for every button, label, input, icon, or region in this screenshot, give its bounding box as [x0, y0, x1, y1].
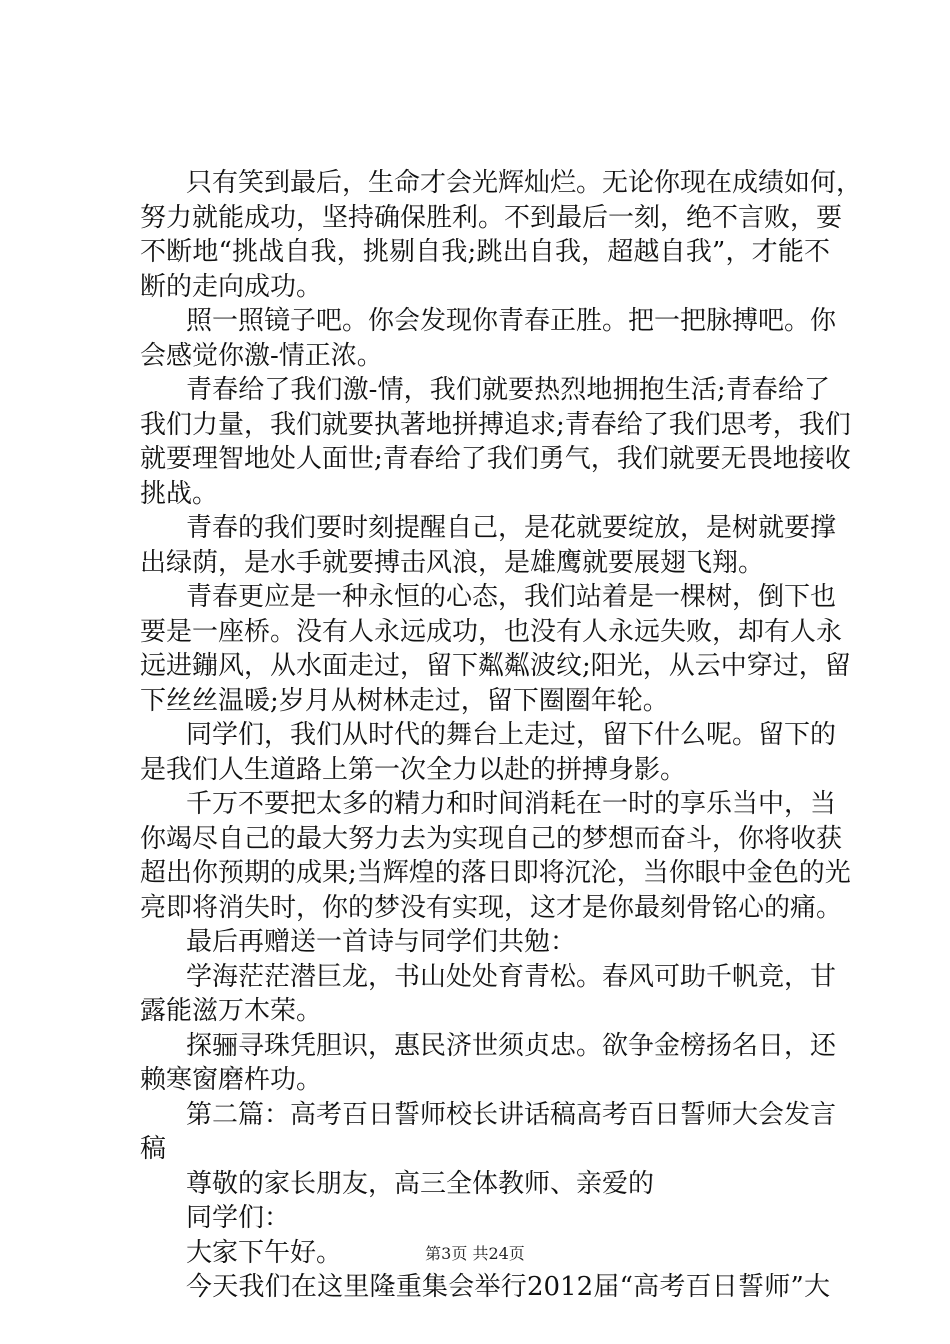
text-line: 断的走向成功。 [140, 271, 323, 302]
text-line: 今天我们在这里隆重集会举行2012届“高考百日誓师”大 [186, 1272, 830, 1302]
text-line: 露能滋万木荣。 [140, 996, 323, 1026]
text-line: 远进鏰风，从水面走过，留下粼粼波纹;阳光，从云中穿过，留 [140, 651, 851, 681]
text-line: 尊敬的家长朋友，高三全体教师、亲爱的 [186, 1168, 655, 1199]
text-line: 同学们，我们从时代的舞台上走过，留下什么呢。留下的 [186, 720, 837, 750]
text-line: 赖寒窗磨杵功。 [140, 1065, 323, 1095]
text-line: 努力就能成功，坚持确保胜利。不到最后一刻，绝不言败，要 [140, 202, 843, 233]
text-line: 只有笑到最后，生命才会光辉灿烂。无论你现在成绩如何， [186, 168, 863, 198]
text-line: 第二篇：高考百日誓师校长讲话稿高考百日誓师大会发言 [186, 1099, 837, 1130]
text-line: 是我们人生道路上第一次全力以赴的拼搏身影。 [140, 754, 687, 785]
text-line: 探骊寻珠凭胆识，惠民济世须贞忠。欲争金榜扬名日，还 [186, 1030, 837, 1061]
text-line: 大家下午好。 [186, 1237, 343, 1268]
text-line: 出绿荫，是水手就要搏击风浪，是雄鹰就要展翅飞翔。 [140, 547, 765, 578]
text-line: 同学们： [186, 1203, 291, 1233]
text-line: 会感觉你激-情正浓。 [140, 340, 383, 371]
text-line: 亮即将消失时，你的梦没有实现，这才是你最刻骨铭心的痛。 [140, 892, 843, 923]
page-footer: 第3页 共24页 [425, 1244, 525, 1263]
text-line: 我们力量，我们就要执著地拼搏追求;青春给了我们思考，我们 [140, 409, 851, 440]
text-line: 就要理智地处人面世;青春给了我们勇气，我们就要无畏地接收 [140, 444, 851, 474]
text-line: 你竭尽自己的最大努力去为实现自己的梦想而奋斗，你将收获 [140, 823, 843, 854]
text-line: 超出你预期的成果;当辉煌的落日即将沉沦，当你眼中金色的光 [140, 858, 851, 888]
text-line: 千万不要把太多的精力和时间消耗在一时的享乐当中，当 [186, 789, 837, 819]
text-line: 学海茫茫潜巨龙，书山处处育青松。春风可助千帆竞，甘 [186, 961, 837, 992]
text-line: 不断地“挑战自我，挑剔自我;跳出自我，超越自我”，才能不 [140, 237, 830, 267]
text-line: 要是一座桥。没有人永远成功，也没有人永远失败，却有人永 [140, 616, 843, 647]
text-line: 照一照镜子吧。你会发现你青春正胜。把一把脉搏吧。你 [186, 306, 837, 336]
document-body [140, 166, 863, 1305]
text-line: 最后再赠送一首诗与同学们共勉： [186, 927, 577, 957]
text-line: 青春给了我们激-情，我们就要热烈地拥抱生活;青春给了 [186, 375, 830, 405]
text-line: 青春的我们要时刻提醒自己，是花就要绽放，是树就要撑 [186, 513, 837, 543]
text-line: 青春更应是一种永恒的心态，我们站着是一棵树，倒下也 [186, 582, 837, 612]
text-line: 稿 [140, 1134, 167, 1164]
text-line: 挑战。 [140, 478, 219, 509]
text-line: 下丝丝温暖;岁月从树林走过，留下圈圈年轮。 [140, 685, 669, 716]
